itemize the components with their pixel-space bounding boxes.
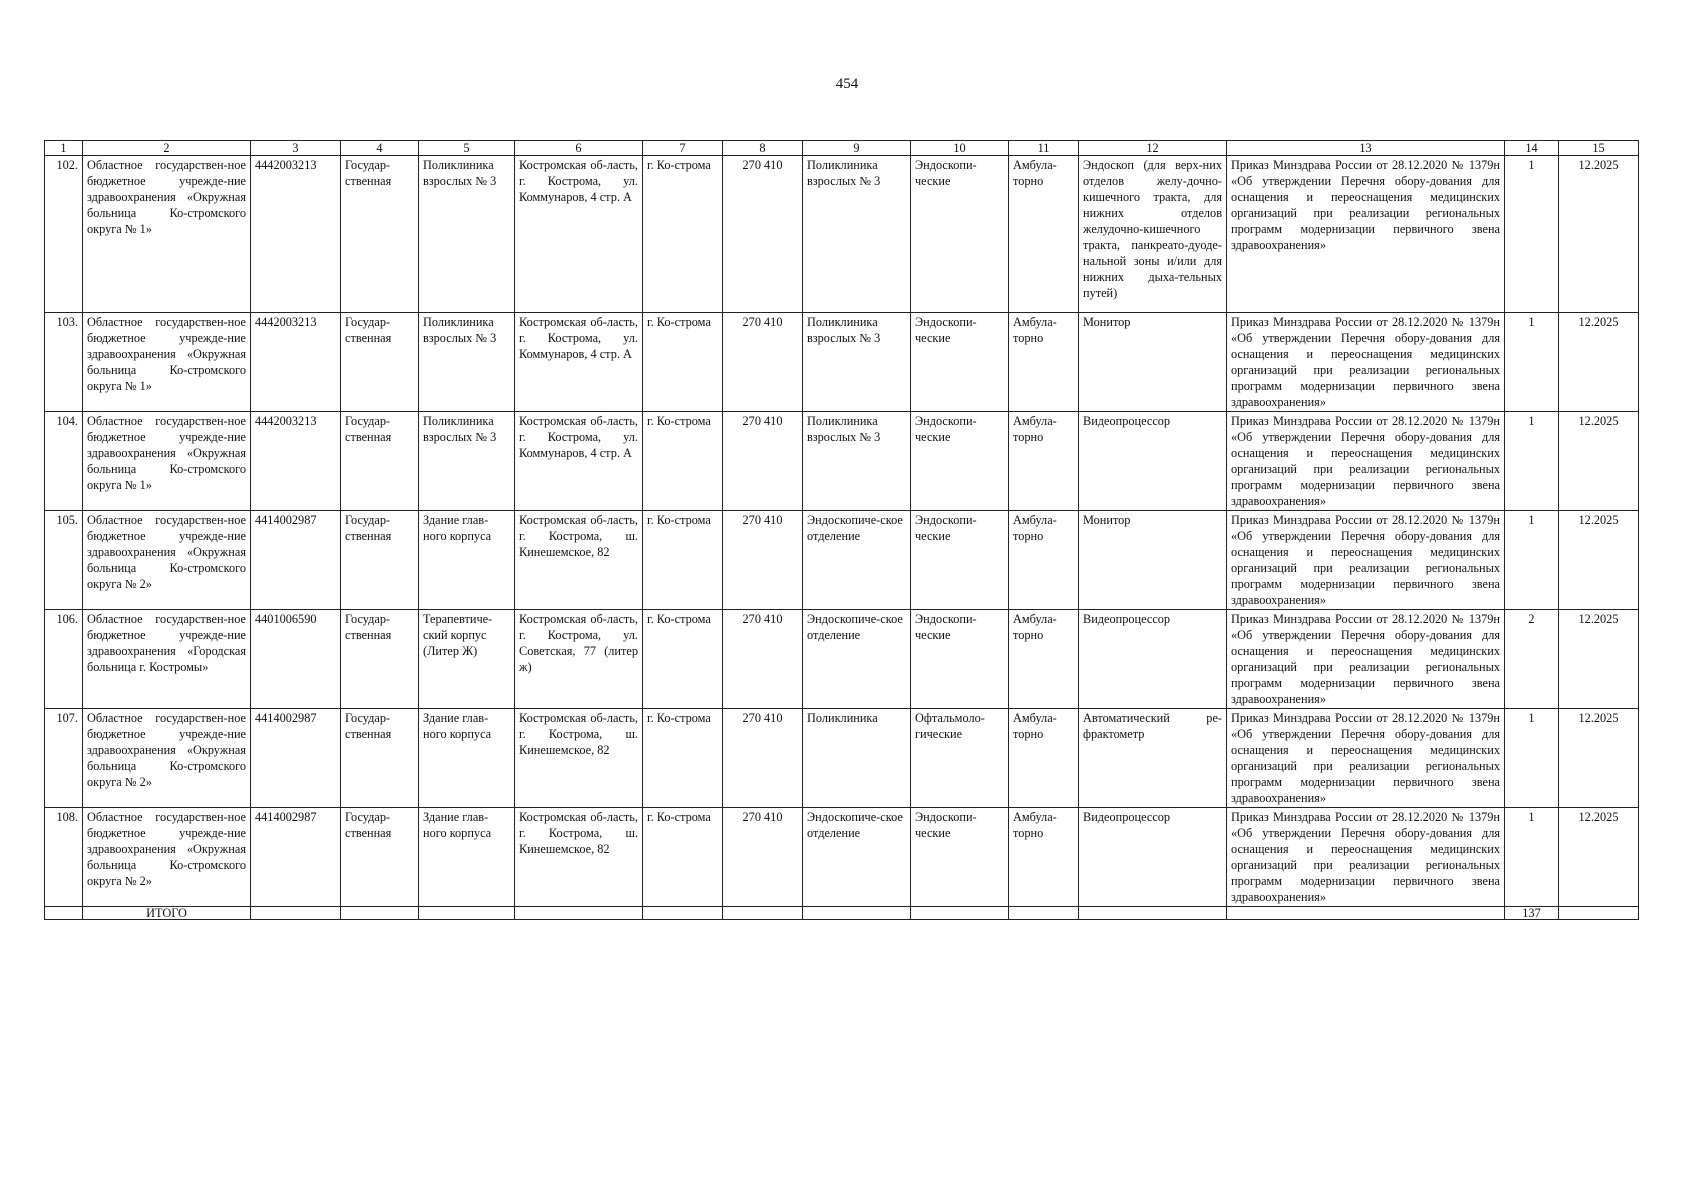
total-empty-cell: [1009, 907, 1079, 920]
regulation: Приказ Минздрава России от 28.12.2020 № 1379н «Об утверждении Перечня обору-дования для оснащения и переоснащения медицинских организаций при реализации региональных программ модернизации первичного звена здравоохранения»: [1227, 610, 1505, 709]
ownership-type: Государ-ственная: [341, 610, 419, 709]
row-number: 104.: [45, 412, 83, 511]
care-mode: Амбула-торно: [1009, 808, 1079, 907]
inn: 4414002987: [251, 511, 341, 610]
code: 270 410: [723, 156, 803, 313]
code: 270 410: [723, 511, 803, 610]
inn: 4414002987: [251, 808, 341, 907]
building: Терапевтиче-ский корпус (Литер Ж): [419, 610, 515, 709]
col-header-15: 15: [1559, 141, 1639, 156]
total-row: [45, 907, 1639, 920]
deadline: 12.2025: [1559, 156, 1639, 313]
care-mode: Амбула-торно: [1009, 412, 1079, 511]
column-number-row: [45, 141, 1639, 156]
row-number: 107.: [45, 709, 83, 808]
total-empty-cell: [251, 907, 341, 920]
care-mode: Амбула-торно: [1009, 610, 1079, 709]
equipment: Монитор: [1079, 511, 1227, 610]
total-empty-cell: [1227, 907, 1505, 920]
organization-name: Областное государствен-ное бюджетное учрежде-ние здравоохранения «Окружная больница Ко-стромского округа № 2»: [83, 709, 251, 808]
organization-name: Областное государствен-ное бюджетное учрежде-ние здравоохранения «Окружная больница Ко-стромского округа № 2»: [83, 511, 251, 610]
profile: Эндоскопи-ческие: [911, 313, 1009, 412]
department: Поликлиника взрослых № 3: [803, 156, 911, 313]
code: 270 410: [723, 412, 803, 511]
quantity: 1: [1505, 156, 1559, 313]
col-header-13: 13: [1227, 141, 1505, 156]
col-header-7: 7: [643, 141, 723, 156]
building: Здание глав-ного корпуса: [419, 709, 515, 808]
deadline: 12.2025: [1559, 808, 1639, 907]
col-header-9: 9: [803, 141, 911, 156]
organization-name: Областное государствен-ное бюджетное учрежде-ние здравоохранения «Окружная больница Ко-стромского округа № 1»: [83, 313, 251, 412]
building: Поликлиника взрослых № 3: [419, 156, 515, 313]
table-row: [45, 808, 1639, 907]
city: г. Ко-строма: [643, 511, 723, 610]
inn: 4442003213: [251, 412, 341, 511]
total-empty-cell: [515, 907, 643, 920]
table-body: [45, 156, 1639, 920]
equipment: Монитор: [1079, 313, 1227, 412]
regulation: Приказ Минздрава России от 28.12.2020 № 1379н «Об утверждении Перечня обору-дования для оснащения и переоснащения медицинских организаций при реализации региональных программ модернизации первичного звена здравоохранения»: [1227, 709, 1505, 808]
ownership-type: Государ-ственная: [341, 313, 419, 412]
department: Поликлиника: [803, 709, 911, 808]
building: Поликлиника взрослых № 3: [419, 313, 515, 412]
col-header-5: 5: [419, 141, 515, 156]
inn: 4442003213: [251, 156, 341, 313]
address: Костромская об-ласть, г. Кострома, ул. Коммунаров, 4 стр. А: [515, 156, 643, 313]
ownership-type: Государ-ственная: [341, 808, 419, 907]
quantity: 1: [1505, 808, 1559, 907]
total-empty-cell: [723, 907, 803, 920]
total-quantity: 137: [1505, 907, 1559, 920]
col-header-10: 10: [911, 141, 1009, 156]
department: Эндоскопиче-ское отделение: [803, 610, 911, 709]
deadline: 12.2025: [1559, 511, 1639, 610]
profile: Эндоскопи-ческие: [911, 610, 1009, 709]
total-empty-cell: [911, 907, 1009, 920]
table-row: [45, 313, 1639, 412]
address: Костромская об-ласть, г. Кострома, ш. Кинешемское, 82: [515, 808, 643, 907]
city: г. Ко-строма: [643, 156, 723, 313]
col-header-12: 12: [1079, 141, 1227, 156]
row-number: 106.: [45, 610, 83, 709]
equipment: Видеопроцессор: [1079, 808, 1227, 907]
quantity: 1: [1505, 313, 1559, 412]
table-row: [45, 511, 1639, 610]
profile: Эндоскопи-ческие: [911, 156, 1009, 313]
total-empty-cell: [643, 907, 723, 920]
total-empty-cell: [419, 907, 515, 920]
col-header-11: 11: [1009, 141, 1079, 156]
col-header-8: 8: [723, 141, 803, 156]
regulation: Приказ Минздрава России от 28.12.2020 № 1379н «Об утверждении Перечня обору-дования для оснащения и переоснащения медицинских организаций при реализации региональных программ модернизации первичного звена здравоохранения»: [1227, 156, 1505, 313]
code: 270 410: [723, 709, 803, 808]
inn: 4401006590: [251, 610, 341, 709]
department: Поликлиника взрослых № 3: [803, 313, 911, 412]
quantity: 1: [1505, 709, 1559, 808]
building: Поликлиника взрослых № 3: [419, 412, 515, 511]
total-empty-cell: [45, 907, 83, 920]
city: г. Ко-строма: [643, 610, 723, 709]
table-row: [45, 709, 1639, 808]
equipment: Эндоскоп (для верх-них отделов желу-дочно-кишечного тракта, для нижних отделов желудочно-кишечного тракта, панкреато-дуоде-нальной зоны и/или для нижних дыха-тельных путей): [1079, 156, 1227, 313]
deadline: 12.2025: [1559, 412, 1639, 511]
organization-name: Областное государствен-ное бюджетное учрежде-ние здравоохранения «Окружная больница Ко-стромского округа № 1»: [83, 412, 251, 511]
inn: 4414002987: [251, 709, 341, 808]
city: г. Ко-строма: [643, 412, 723, 511]
care-mode: Амбула-торно: [1009, 313, 1079, 412]
organization-name: Областное государствен-ное бюджетное учрежде-ние здравоохранения «Окружная больница Ко-стромского округа № 1»: [83, 156, 251, 313]
address: Костромская об-ласть, г. Кострома, ул. Коммунаров, 4 стр. А: [515, 313, 643, 412]
care-mode: Амбула-торно: [1009, 156, 1079, 313]
row-number: 102.: [45, 156, 83, 313]
ownership-type: Государ-ственная: [341, 709, 419, 808]
table-row: [45, 156, 1639, 313]
city: г. Ко-строма: [643, 313, 723, 412]
city: г. Ко-строма: [643, 808, 723, 907]
total-empty-cell: [1559, 907, 1639, 920]
department: Поликлиника взрослых № 3: [803, 412, 911, 511]
equipment: Видеопроцессор: [1079, 610, 1227, 709]
row-number: 103.: [45, 313, 83, 412]
care-mode: Амбула-торно: [1009, 511, 1079, 610]
total-empty-cell: [341, 907, 419, 920]
organization-name: Областное государствен-ное бюджетное учрежде-ние здравоохранения «Окружная больница Ко-стромского округа № 2»: [83, 808, 251, 907]
deadline: 12.2025: [1559, 313, 1639, 412]
profile: Офтальмоло-гические: [911, 709, 1009, 808]
col-header-1: 1: [45, 141, 83, 156]
profile: Эндоскопи-ческие: [911, 808, 1009, 907]
col-header-4: 4: [341, 141, 419, 156]
regulation: Приказ Минздрава России от 28.12.2020 № 1379н «Об утверждении Перечня обору-дования для оснащения и переоснащения медицинских организаций при реализации региональных программ модернизации первичного звена здравоохранения»: [1227, 808, 1505, 907]
ownership-type: Государ-ственная: [341, 156, 419, 313]
col-header-14: 14: [1505, 141, 1559, 156]
code: 270 410: [723, 610, 803, 709]
col-header-3: 3: [251, 141, 341, 156]
table-row: [45, 412, 1639, 511]
profile: Эндоскопи-ческие: [911, 412, 1009, 511]
city: г. Ко-строма: [643, 709, 723, 808]
total-empty-cell: [1079, 907, 1227, 920]
building: Здание глав-ного корпуса: [419, 511, 515, 610]
row-number: 105.: [45, 511, 83, 610]
quantity: 2: [1505, 610, 1559, 709]
department: Эндоскопиче-ское отделение: [803, 511, 911, 610]
equipment: Автоматический ре-фрактометр: [1079, 709, 1227, 808]
equipment: Видеопроцессор: [1079, 412, 1227, 511]
inn: 4442003213: [251, 313, 341, 412]
address: Костромская об-ласть, г. Кострома, ш. Кинешемское, 82: [515, 709, 643, 808]
quantity: 1: [1505, 412, 1559, 511]
total-label: ИТОГО: [83, 907, 251, 920]
col-header-6: 6: [515, 141, 643, 156]
deadline: 12.2025: [1559, 610, 1639, 709]
building: Здание глав-ного корпуса: [419, 808, 515, 907]
care-mode: Амбула-торно: [1009, 709, 1079, 808]
row-number: 108.: [45, 808, 83, 907]
total-empty-cell: [803, 907, 911, 920]
code: 270 410: [723, 313, 803, 412]
profile: Эндоскопи-ческие: [911, 511, 1009, 610]
organization-name: Областное государствен-ное бюджетное учрежде-ние здравоохранения «Городская больница г. Костромы»: [83, 610, 251, 709]
table-row: [45, 610, 1639, 709]
ownership-type: Государ-ственная: [341, 412, 419, 511]
address: Костромская об-ласть, г. Кострома, ул. Коммунаров, 4 стр. А: [515, 412, 643, 511]
table-header: [45, 141, 1639, 156]
ownership-type: Государ-ственная: [341, 511, 419, 610]
regulation: Приказ Минздрава России от 28.12.2020 № 1379н «Об утверждении Перечня обору-дования для оснащения и переоснащения медицинских организаций при реализации региональных программ модернизации первичного звена здравоохранения»: [1227, 412, 1505, 511]
regulation: Приказ Минздрава России от 28.12.2020 № 1379н «Об утверждении Перечня обору-дования для оснащения и переоснащения медицинских организаций при реализации региональных программ модернизации первичного звена здравоохранения»: [1227, 511, 1505, 610]
col-header-2: 2: [83, 141, 251, 156]
address: Костромская об-ласть, г. Кострома, ш. Кинешемское, 82: [515, 511, 643, 610]
deadline: 12.2025: [1559, 709, 1639, 808]
quantity: 1: [1505, 511, 1559, 610]
equipment-registry-table: [44, 140, 1639, 920]
address: Костромская об-ласть, г. Кострома, ул. Советская, 77 (литер ж): [515, 610, 643, 709]
code: 270 410: [723, 808, 803, 907]
page-number: 454: [835, 76, 859, 92]
department: Эндоскопиче-ское отделение: [803, 808, 911, 907]
regulation: Приказ Минздрава России от 28.12.2020 № 1379н «Об утверждении Перечня обору-дования для оснащения и переоснащения медицинских организаций при реализации региональных программ модернизации первичного звена здравоохранения»: [1227, 313, 1505, 412]
